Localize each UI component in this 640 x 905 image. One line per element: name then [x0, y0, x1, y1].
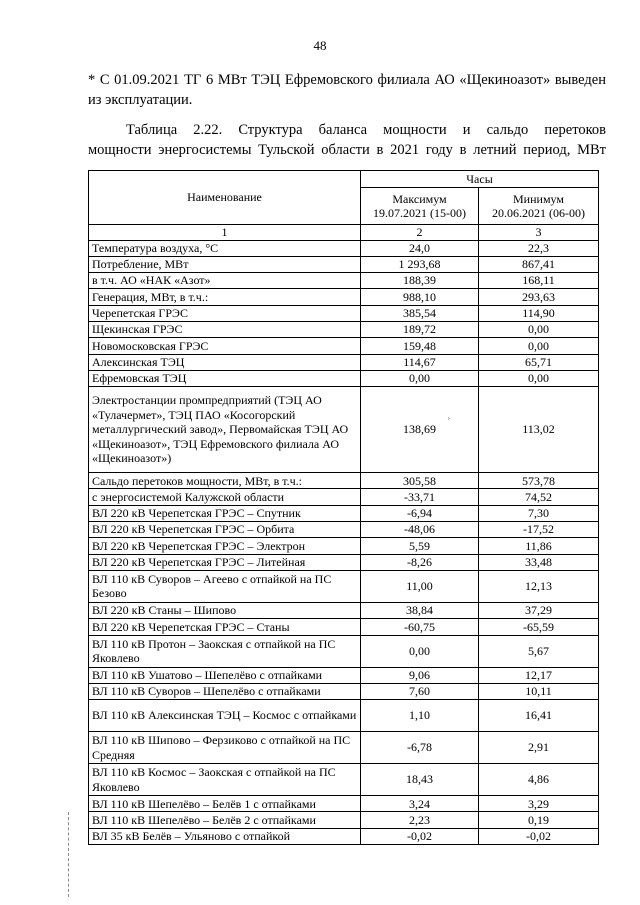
row-min: 0,00	[479, 370, 599, 386]
table-row	[89, 538, 599, 554]
row-min: 114,90	[479, 305, 599, 321]
row-max: -60,75	[361, 619, 479, 635]
table-row	[89, 570, 599, 602]
row-name: в т.ч. АО «НАК «Азот»	[89, 273, 361, 289]
row-min: 573,78	[479, 473, 599, 489]
row-max: 159,48	[361, 338, 479, 354]
row-name: Ефремовская ТЭЦ	[89, 370, 361, 386]
row-name: ВЛ 110 кВ Суворов – Шепелёво с отпайками	[89, 683, 361, 699]
row-max: 0,00	[361, 635, 479, 667]
row-name: ВЛ 110 кВ Ушатово – Шепелёво с отпайками	[89, 667, 361, 683]
row-name: ВЛ 110 кВ Шипово – Ферзиково с отпайкой на ПС Средняя	[89, 732, 361, 764]
table-row	[89, 828, 599, 844]
table-row	[89, 321, 599, 337]
header-min-date: 20.06.2021 (06-00)	[492, 206, 585, 221]
row-max: 11,00	[361, 570, 479, 602]
table-row	[89, 489, 599, 505]
row-min: 74,52	[479, 489, 599, 505]
row-max: 2,23	[361, 812, 479, 828]
row-min: 0,19	[479, 812, 599, 828]
row-max: 38,84	[361, 602, 479, 618]
row-name: ВЛ 220 кВ Черепетская ГРЭС – Электрон	[89, 538, 361, 554]
table-row	[89, 554, 599, 570]
row-max: 7,60	[361, 683, 479, 699]
row-name: ВЛ 110 кВ Шепелёво – Белёв 2 с отпайками	[89, 812, 361, 828]
header-max	[361, 188, 479, 225]
header-index-1: 1	[89, 225, 361, 241]
row-min: 11,86	[479, 538, 599, 554]
table-row	[89, 619, 599, 635]
table-row	[89, 256, 599, 272]
row-max: 3,24	[361, 796, 479, 812]
header-hours: Часы	[361, 171, 599, 188]
table-row	[89, 683, 599, 699]
table-row	[89, 522, 599, 538]
table-row	[89, 273, 599, 289]
row-min: 12,17	[479, 667, 599, 683]
row-name: Алексинская ТЭЦ	[89, 354, 361, 370]
row-max: 305,58	[361, 473, 479, 489]
table-row	[89, 240, 599, 256]
table-row	[89, 505, 599, 521]
table-row	[89, 732, 599, 764]
table-row	[89, 796, 599, 812]
table-row	[89, 700, 599, 732]
header-index-2: 2	[361, 225, 479, 241]
row-name: ВЛ 220 кВ Черепетская ГРЭС – Орбита	[89, 522, 361, 538]
row-max: 1,10	[361, 700, 479, 732]
row-min: 7,30	[479, 505, 599, 521]
table-caption	[88, 120, 606, 160]
row-min: 867,41	[479, 256, 599, 272]
row-min: 37,29	[479, 602, 599, 618]
row-min: 65,71	[479, 354, 599, 370]
row-name: Генерация, МВт, в т.ч.:	[89, 289, 361, 305]
row-name: ВЛ 220 кВ Черепетская ГРЭС – Спутник	[89, 505, 361, 521]
pen-mark: ʾ	[447, 416, 451, 428]
row-max: 189,72	[361, 321, 479, 337]
row-min: 168,11	[479, 273, 599, 289]
row-max: -0,02	[361, 828, 479, 844]
margin-mark	[68, 812, 71, 897]
row-max: 18,43	[361, 764, 479, 796]
row-min: 16,41	[479, 700, 599, 732]
row-name: Температура воздуха, °С	[89, 240, 361, 256]
row-max: 988,10	[361, 289, 479, 305]
row-name: Черепетская ГРЭС	[89, 305, 361, 321]
row-name: ВЛ 110 кВ Алексинская ТЭЦ – Космос с отпайками	[89, 700, 361, 732]
table-row	[89, 305, 599, 321]
table-row	[89, 370, 599, 386]
table-row	[89, 289, 599, 305]
table-row	[89, 602, 599, 618]
row-name: Электростанции промпредприятий (ТЭЦ АО «Тулачермет», ТЭЦ ПАО «Косогорский металлургический завод», Первомайская ТЭЦ АО «Щекиноазот», ТЭЦ Ефремовского филиала АО «Щекиноазот»)	[89, 387, 361, 473]
row-max: 9,06	[361, 667, 479, 683]
table-row	[89, 338, 599, 354]
row-max: 5,59	[361, 538, 479, 554]
row-min: 293,63	[479, 289, 599, 305]
row-min: 4,86	[479, 764, 599, 796]
row-max: 0,00	[361, 370, 479, 386]
table-row	[89, 635, 599, 667]
row-max: -6,94	[361, 505, 479, 521]
row-min: -17,52	[479, 522, 599, 538]
row-min: 10,11	[479, 683, 599, 699]
header-min-label: Минимум	[513, 191, 564, 206]
row-max: 385,54	[361, 305, 479, 321]
balance-table	[88, 170, 599, 845]
header-name: Наименование	[89, 171, 361, 225]
row-name: с энергосистемой Калужской области	[89, 489, 361, 505]
table-row	[89, 473, 599, 489]
row-name: ВЛ 220 кВ Станы – Шипово	[89, 602, 361, 618]
row-min: 5,67	[479, 635, 599, 667]
row-min: 113,02	[479, 387, 599, 473]
table-row	[89, 812, 599, 828]
row-name: ВЛ 110 кВ Космос – Заокская с отпайкой на ПС Яковлево	[89, 764, 361, 796]
row-min: 22,3	[479, 240, 599, 256]
row-min: 3,29	[479, 796, 599, 812]
row-min: -65,59	[479, 619, 599, 635]
row-max: 24,0	[361, 240, 479, 256]
row-name: ВЛ 220 кВ Черепетская ГРЭС – Литейная	[89, 554, 361, 570]
row-min: 0,00	[479, 338, 599, 354]
row-max: 1 293,68	[361, 256, 479, 272]
row-min: 12,13	[479, 570, 599, 602]
row-max: 188,39	[361, 273, 479, 289]
row-max: -33,71	[361, 489, 479, 505]
row-max: 138,69	[361, 387, 479, 473]
caption-line-2: мощности энергосистемы Тульской области в 2021 году в летний период, МВт	[88, 142, 606, 158]
row-name: Щекинская ГРЭС	[89, 321, 361, 337]
row-name: Сальдо перетоков мощности, МВт, в т.ч.:	[89, 473, 361, 489]
row-max: -48,06	[361, 522, 479, 538]
header-max-label: Максимум	[392, 191, 447, 206]
row-min: -0,02	[479, 828, 599, 844]
row-name: ВЛ 110 кВ Шепелёво – Белёв 1 с отпайками	[89, 796, 361, 812]
table-row	[89, 354, 599, 370]
table-row	[89, 667, 599, 683]
row-name: Новомосковская ГРЭС	[89, 338, 361, 354]
footnote: * С 01.09.2021 ТГ 6 МВт ТЭЦ Ефремовского филиала АО «Щекиноазот» выведен из эксплуатации.	[88, 72, 606, 108]
header-min	[479, 188, 599, 225]
row-name: ВЛ 35 кВ Белёв – Ульяново с отпайкой	[89, 828, 361, 844]
header-max-date: 19.07.2021 (15-00)	[373, 206, 466, 221]
row-name: ВЛ 220 кВ Черепетская ГРЭС – Станы	[89, 619, 361, 635]
row-max: 114,67	[361, 354, 479, 370]
row-name: ВЛ 110 кВ Суворов – Агеево с отпайкой на ПС Безово	[89, 570, 361, 602]
row-max: -6,78	[361, 732, 479, 764]
table-row	[89, 764, 599, 796]
page-number: 48	[313, 38, 327, 53]
row-min: 0,00	[479, 321, 599, 337]
row-name: Потребление, МВт	[89, 256, 361, 272]
row-min: 2,91	[479, 732, 599, 764]
table-row	[89, 387, 599, 473]
caption-line-1: Таблица 2.22. Структура баланса мощности и сальдо перетоков	[126, 122, 606, 138]
row-max: -8,26	[361, 554, 479, 570]
header-index-3: 3	[479, 225, 599, 241]
row-name: ВЛ 110 кВ Протон – Заокская с отпайкой на ПС Яковлево	[89, 635, 361, 667]
row-min: 33,48	[479, 554, 599, 570]
